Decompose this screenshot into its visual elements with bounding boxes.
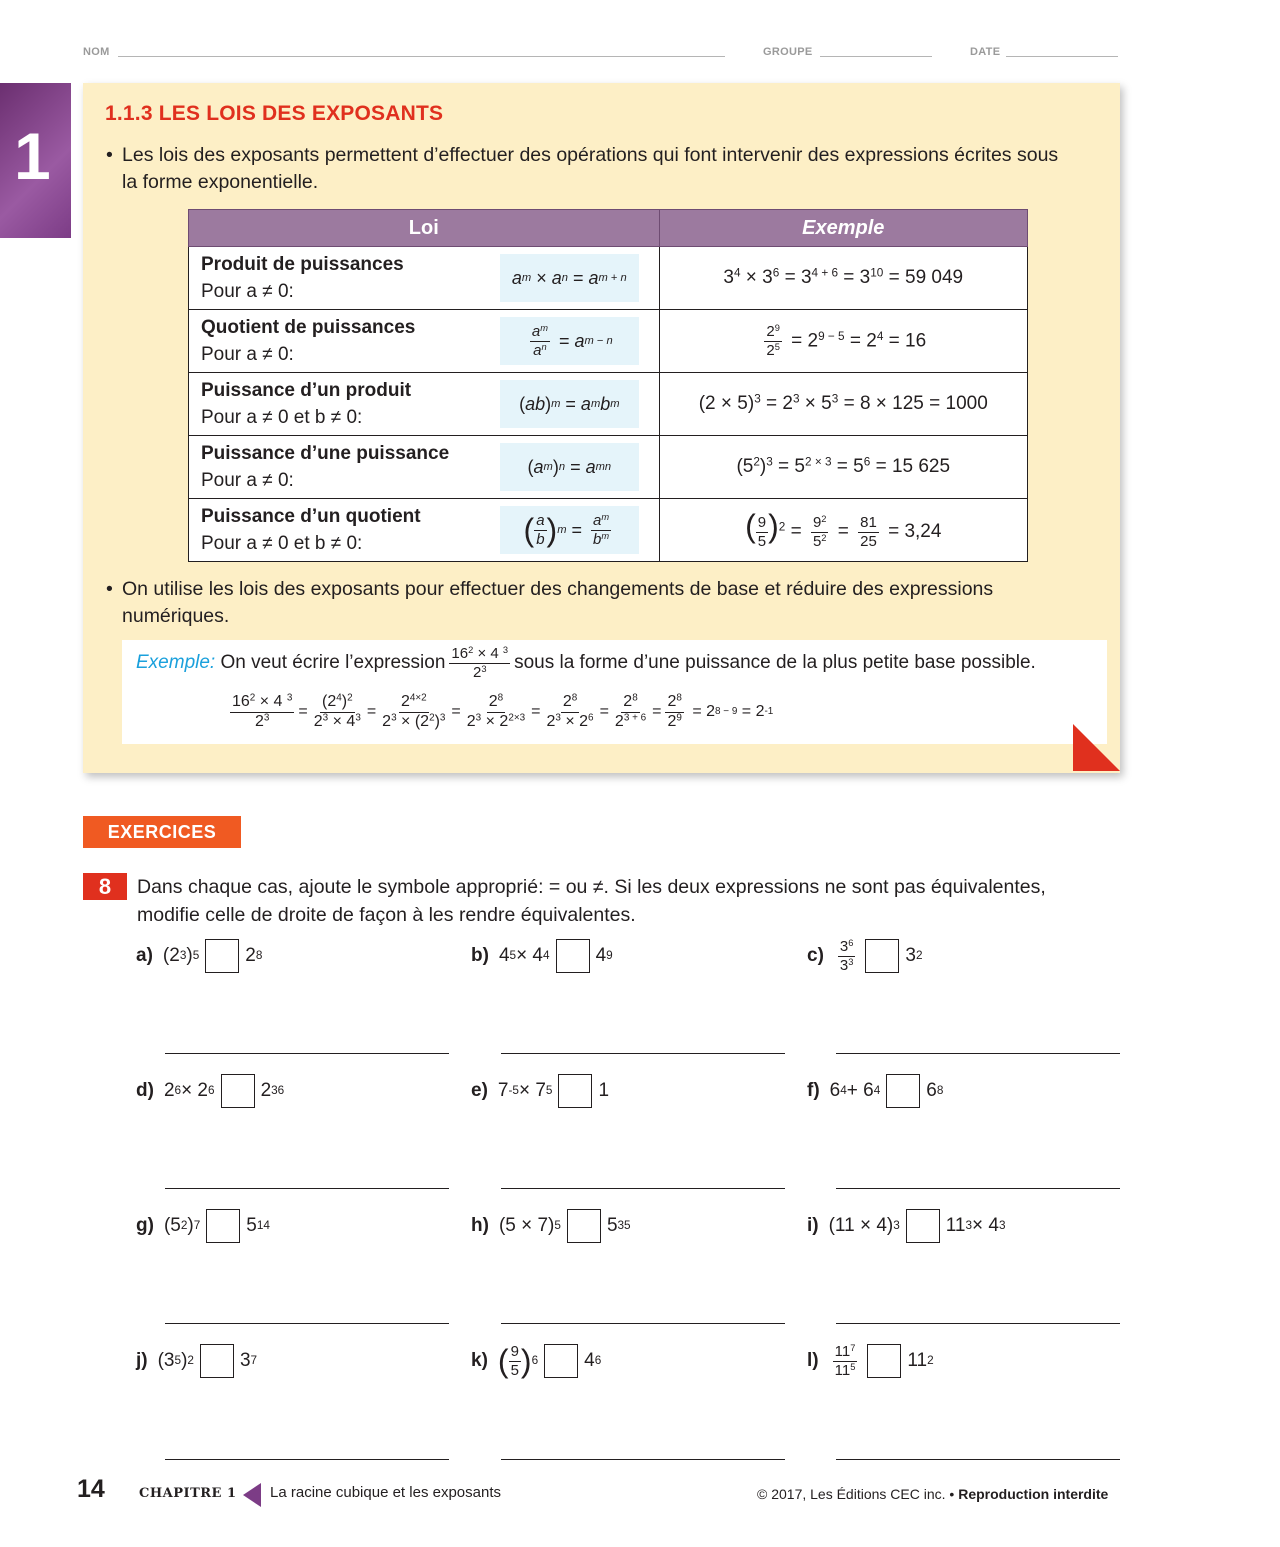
formula-product: a m × a n = a m + n [500, 254, 638, 302]
formula-power-power: ( a m ) n = a mn [500, 443, 638, 491]
answer-line-b[interactable] [501, 1053, 785, 1054]
bullet-dot: • [106, 144, 113, 166]
exercise-label: d) [136, 1080, 154, 1101]
law-condition: Pour a ≠ 0 et b ≠ 0: [201, 533, 363, 554]
nom-label: NOM [83, 46, 110, 58]
bullet-dot: • [106, 578, 113, 600]
date-label: DATE [970, 46, 1001, 58]
answer-line-i[interactable] [836, 1323, 1120, 1324]
exercise-k: k) ( $\frac{9}{5}$ ) 6 4 6 [471, 1342, 602, 1379]
page-number: 14 [77, 1475, 105, 1503]
answer-box-c[interactable] [865, 939, 899, 973]
date-line[interactable] [1006, 56, 1118, 57]
example-quotient: $\frac{2^9}{2^5}$ = $2^{9 - 5} = 2^4 = 16$ [659, 310, 1027, 373]
example-derivation: $\frac{16^2 \times 4 ^3}{2^3}$ = $\frac{(2^4)^2}{2^3 \times 4^3}$ = $\frac{2^{4\times 2}}{2^3 \times (2^2)^3}$ = $\frac{2^8}{2^3 \times 2^{2\times 3}}$ = $\frac{2^8}{2^3 \times 2^6}$ = $\frac{2^8}{2^{3 + 6}}$ = $\frac{2^8}{2^9}$ = 2 8 − 9 = 2 -1 [232, 692, 774, 730]
footer-chapter: CHAPITRE 1 [139, 1486, 237, 1501]
nom-line[interactable] [118, 56, 725, 57]
example-text-before: On veut écrire l’expression [220, 652, 446, 674]
example-label: Exemple: [136, 652, 216, 674]
exercise-g: g) (5 2 ) 7 5 14 [136, 1206, 270, 1246]
law-name: Quotient de puissances [201, 317, 416, 338]
groupe-label: GROUPE [763, 46, 813, 58]
answer-box-f[interactable] [886, 1074, 920, 1108]
exercise-label: f) [807, 1080, 820, 1101]
law-condition: Pour a ≠ 0: [201, 470, 294, 491]
example-power-product: $(2 \times 5)^3 = 2^3 \times 5^3 = 8 \times 125 = 1000$ [659, 373, 1027, 436]
exercise-l: l) $\frac{11^7}{11^5}$ 11 2 [807, 1342, 934, 1379]
formula-cell [480, 499, 659, 562]
rights-text: Reproduction interdite [958, 1486, 1109, 1502]
answer-box-a[interactable] [205, 939, 239, 973]
answer-line-k[interactable] [501, 1459, 785, 1460]
law-cell [189, 436, 481, 499]
laws-table [188, 209, 1028, 562]
answer-box-b[interactable] [556, 939, 590, 973]
exercise-d: d) 2 6 × 2 6 2 36 [136, 1071, 284, 1111]
theory-bullet-1 [106, 142, 1072, 196]
exercise-h: h) (5 × 7) 5 5 35 [471, 1206, 631, 1246]
table-row [189, 310, 1028, 373]
chapter-tab [0, 83, 71, 238]
table-row [189, 247, 1028, 310]
answer-line-c[interactable] [836, 1053, 1120, 1054]
law-condition: Pour a ≠ 0: [201, 344, 294, 365]
law-name: Produit de puissances [201, 254, 404, 275]
groupe-line[interactable] [820, 56, 932, 57]
chapter-tab-number: 1 [14, 119, 51, 193]
exercise-f: f) 6 4 + 6 4 6 8 [807, 1071, 943, 1111]
answer-box-e[interactable] [558, 1074, 592, 1108]
formula-power-quotient: ( $\frac{a}{b}$ ) m = $\frac{a^m}{b^m}$ [500, 506, 638, 554]
exercise-a: a) (2 3 ) 5 2 8 [136, 936, 262, 976]
answer-line-d[interactable] [165, 1188, 449, 1189]
answer-line-g[interactable] [165, 1323, 449, 1324]
exercise-j: j) (3 5 ) 2 3 7 [136, 1341, 257, 1381]
exercise-label: l) [807, 1350, 819, 1371]
answer-box-l[interactable] [867, 1344, 901, 1378]
example-sentence [136, 646, 1036, 681]
copyright-text: © 2017, Les Éditions CEC inc. • [757, 1486, 955, 1502]
question-number: 8 [83, 873, 127, 900]
answer-line-e[interactable] [501, 1188, 785, 1189]
section-title: 1.1.3 LES LOIS DES EXPOSANTS [105, 102, 444, 125]
answer-box-g[interactable] [206, 1209, 240, 1243]
example-product: $3^4 \times 3^6 = 3^{4 + 6} = 3^{10} = 59$ 049 [659, 247, 1027, 310]
law-condition: Pour a ≠ 0: [201, 281, 294, 302]
exercise-label: j) [136, 1350, 148, 1371]
example-expression: $\frac{16^2 \times 4 ^3}{2^3}$ [451, 644, 509, 681]
col-loi-header: Loi [189, 210, 660, 247]
answer-box-j[interactable] [200, 1344, 234, 1378]
law-condition: Pour a ≠ 0 et b ≠ 0: [201, 407, 363, 428]
exercise-label: a) [136, 945, 153, 966]
table-row [189, 499, 1028, 562]
answer-line-a[interactable] [165, 1053, 449, 1054]
law-cell [189, 499, 481, 562]
table-row [189, 373, 1028, 436]
answer-box-h[interactable] [567, 1209, 601, 1243]
theory-bullet-2 [106, 576, 1072, 630]
answer-line-l[interactable] [836, 1459, 1120, 1460]
example-power-quotient: ( $\frac{9}{5}$ )$^2$ = $\frac{9^2}{5^2}$ = $\frac{81}{25}$ = 3,24 [659, 499, 1027, 562]
exercise-b: b) 4 5 × 4 4 4 9 [471, 936, 613, 976]
chapter-arrow-icon [243, 1483, 261, 1507]
exercises-badge: EXERCICES [83, 816, 241, 848]
law-cell [189, 310, 481, 373]
bullet-1-text: Les lois des exposants permettent d’effectuer des opérations qui font intervenir des expressions écrites sous la forme exponentielle. [122, 144, 1059, 193]
exercise-label: c) [807, 945, 824, 966]
footer-chapter-name: La racine cubique et les exposants [270, 1484, 501, 1501]
exercise-label: g) [136, 1215, 154, 1236]
exercise-c: c) $\frac{3^6}{3^3}$ 3 2 [807, 937, 923, 974]
answer-line-j[interactable] [165, 1459, 449, 1460]
formula-cell [480, 247, 659, 310]
law-cell [189, 373, 481, 436]
exercise-label: i) [807, 1215, 819, 1236]
law-name: Puissance d’un quotient [201, 506, 421, 527]
answer-box-d[interactable] [221, 1074, 255, 1108]
exercise-i: i) (11 × 4) 3 11 3 × 4 3 [807, 1206, 1006, 1246]
answer-line-h[interactable] [501, 1323, 785, 1324]
page-corner [1073, 724, 1120, 771]
formula-power-product: ( ab ) m = a m b m [500, 380, 638, 428]
law-name: Puissance d’une puissance [201, 443, 450, 464]
footer-copyright [757, 1486, 1108, 1502]
answer-box-k[interactable] [544, 1344, 578, 1378]
answer-line-f[interactable] [836, 1188, 1120, 1189]
example-power-power: $(5^2)^3 = 5^{2 \times 3} = 5^6 = 15$ 625 [659, 436, 1027, 499]
formula-cell [480, 310, 659, 373]
exercise-label: h) [471, 1215, 489, 1236]
formula-quotient: $\frac{a^m}{a^n}$ = a m − n [500, 317, 638, 365]
formula-cell [480, 436, 659, 499]
formula-cell [480, 373, 659, 436]
exercise-label: k) [471, 1350, 488, 1371]
example-box [122, 640, 1107, 744]
exercise-label: b) [471, 945, 489, 966]
exercise-label: e) [471, 1080, 488, 1101]
exercise-e: e) 7 -5 × 7 5 1 [471, 1071, 609, 1111]
col-exemple-header: Exemple [659, 210, 1027, 247]
law-name: Puissance d’un produit [201, 380, 412, 401]
example-text-after: sous la forme d’une puissance de la plus petite base possible. [514, 652, 1036, 674]
table-row [189, 436, 1028, 499]
bullet-2-text: On utilise les lois des exposants pour effectuer des changements de base et réduire des expressions numériques. [122, 578, 994, 627]
law-cell [189, 247, 481, 310]
question-text: Dans chaque cas, ajoute le symbole approprié: = ou ≠. Si les deux expressions ne sont pas équivalentes, modifie celle de droite de façon à les rendre équivalentes. [137, 876, 1046, 926]
answer-box-i[interactable] [906, 1209, 940, 1243]
